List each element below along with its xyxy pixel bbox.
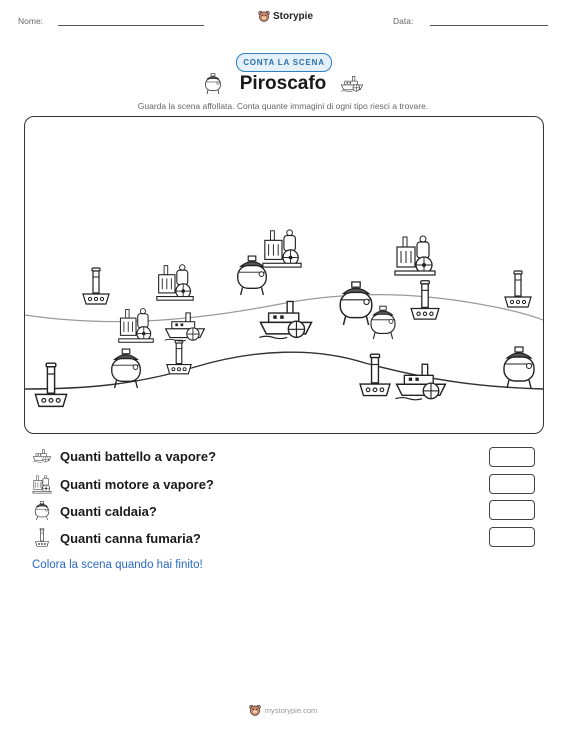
date-label: Data: — [393, 16, 414, 26]
category-badge — [236, 53, 332, 72]
brand-name: Storypie — [273, 10, 314, 22]
steam-engine-icon — [32, 474, 52, 494]
site-footer — [0, 704, 566, 716]
brand-logo — [258, 10, 313, 22]
answer-box-chimney[interactable] — [489, 527, 535, 547]
chimney-icon — [32, 528, 52, 548]
question-chimney — [32, 528, 201, 548]
answer-box-boiler[interactable] — [489, 500, 535, 520]
question-steamboat — [32, 448, 216, 464]
name-line[interactable] — [58, 25, 204, 26]
scene-drawing — [25, 117, 543, 433]
question-text: Quanti battello a vapore? — [60, 448, 217, 464]
site-url[interactable]: mystorypie.com — [264, 705, 318, 715]
bear-icon — [249, 704, 261, 716]
question-boiler — [32, 501, 157, 521]
question-text: Quanti caldaia? — [60, 503, 157, 519]
coloring-note: Colora la scena quando hai finito! — [32, 559, 203, 571]
instructions: Guarda la scena affollata. Conta quante immagini di ogni tipo riesci a trovare. — [137, 101, 429, 111]
page-title: Piroscafo — [239, 73, 327, 94]
question-steam-engine — [32, 474, 214, 494]
bear-icon — [258, 10, 270, 22]
steamboat-icon — [340, 75, 364, 93]
question-text: Quanti motore a vapore? — [60, 476, 214, 492]
answer-box-steamboat[interactable] — [489, 447, 535, 467]
boiler-icon — [32, 501, 52, 521]
answer-box-steam-engine[interactable] — [489, 474, 535, 494]
date-line[interactable] — [430, 25, 548, 26]
steamboat-icon — [32, 448, 52, 464]
question-text: Quanti canna fumaria? — [60, 530, 201, 546]
name-label: Nome: — [18, 16, 44, 26]
badge-label: CONTA LA SCENA — [243, 58, 325, 67]
counting-scene — [24, 116, 544, 434]
